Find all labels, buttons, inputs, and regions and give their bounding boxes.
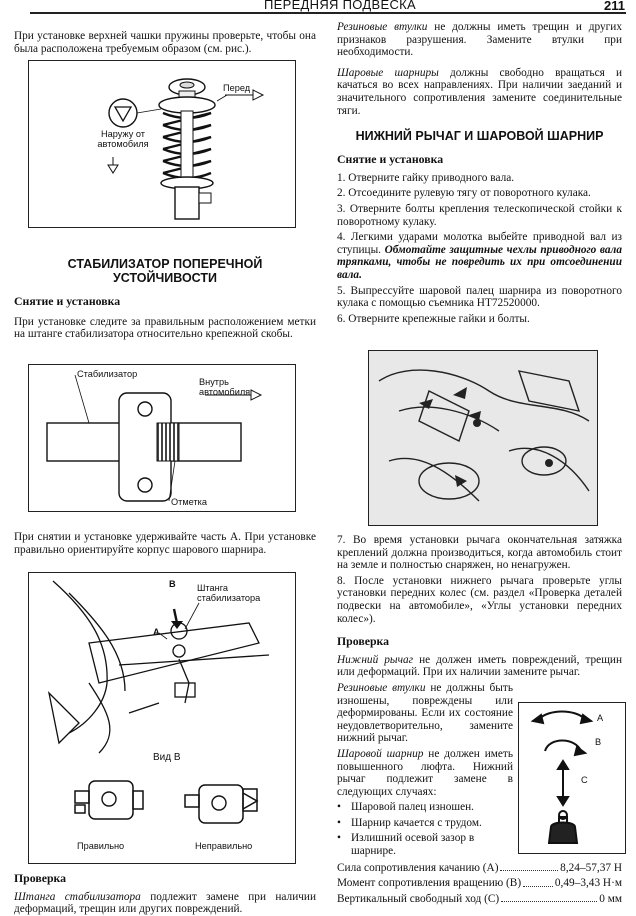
joints-text: должны свободно вращаться и качаться во всех направлениях. При наличии заеданий и значительного сопротивления замените соединительные тяги.: [337, 66, 622, 117]
spec-row: Вертикальный свободный ход (C) 0 мм: [337, 892, 622, 905]
bullet-1: • Шаровой палец изношен.: [337, 801, 474, 814]
label-b-rotation: B: [595, 737, 602, 747]
stabilizer-check-text: подлежит замене при наличии деформаций, трещин или других повреждений.: [14, 890, 317, 916]
bullet-list: [337, 801, 513, 857]
stabilizer-bracket-figure: [28, 364, 296, 512]
spec-row: Сила сопротивления качанию (A) 8,24–57,37 Н: [337, 861, 622, 874]
mark-label: Отметка: [171, 497, 208, 507]
section-title: ПЕРЕДНЯЯ ПОДВЕСКА: [258, 0, 422, 12]
lower-arm-photo: [368, 350, 598, 526]
ball-term: Шаровой шарнир: [337, 747, 424, 760]
label-c-vertical: C: [581, 775, 588, 785]
stabilizer-section-title: СТАБИЛИЗАТОР ПОПЕРЕЧНОЙ УСТОЙЧИВОСТИ: [67, 257, 263, 285]
ball-joint-figure: [518, 702, 626, 854]
rod-label: Штанга стабилизатора: [197, 583, 261, 603]
stabilizer-link-drawing: [29, 573, 295, 863]
bullet-2: • Шарнир качается с трудом.: [337, 816, 482, 829]
step-4-warning: Обмотайте защитные чехлы приводного вала тряпками, чтобы не повредить их при отсоединении вала.: [337, 243, 622, 281]
step-4: 4. Легкими ударами молотка выбейте приводной вал из ступицы.: [337, 231, 622, 256]
spec-list: [337, 862, 622, 906]
right-column-top: [337, 21, 622, 325]
check-narrow-block: [337, 682, 513, 858]
left-hold-text: [14, 531, 316, 556]
step-2: 2. Отсоедините рулевую тягу от поворотного кулака.: [337, 187, 591, 200]
label-b: B: [169, 579, 176, 589]
rubber-term: Резиновые втулки: [337, 681, 426, 694]
stabilizer-removal-title: Снятие и установка: [14, 294, 121, 308]
step-7: 7. Во время установки рычага окончательная затяжка креплений должна производиться, когда автомобиль стоит на земле и полностью снаряжен, но ненагружен.: [337, 534, 622, 572]
arm-text: не должен иметь повреждений, трещин или деформаций. При их наличии замените рычаг.: [337, 653, 622, 679]
label-a: A: [153, 627, 160, 637]
spec-row: Момент сопротивления вращению (B) 0,49–3,43 Н·м: [337, 877, 622, 890]
ball-text: не должен иметь повышенного люфта. Нижний рычаг подлежит замене в следующих случаях:: [337, 747, 513, 798]
removal-steps: [337, 172, 622, 326]
stabilizer-rod-term: Штанга стабилизатора: [14, 890, 141, 903]
left-stabilizer-section: [14, 257, 316, 341]
stabilizer-removal-text: При установке следите за правильным расположением метки на штанге стабилизатора относительно крепежной скобы.: [14, 315, 316, 341]
strut-spring-figure: [28, 60, 296, 228]
header-rule: [30, 12, 626, 14]
bullet-3: • Излишний осевой зазор в шарнире.: [337, 832, 475, 858]
arm-term: Нижний рычаг: [337, 653, 414, 666]
left-intro: [14, 30, 316, 55]
step-6: 6. Отверните крепежные гайки и болты.: [337, 312, 530, 325]
lower-arm-section-title: НИЖНИЙ РЫЧАГ И ШАРОВОЙ ШАРНИР: [355, 129, 604, 144]
step-3: 3. Отверните болты крепления телескопической стойки к поворотному кулаку.: [337, 202, 622, 228]
step-1: 1. Отверните гайку приводного вала.: [337, 171, 515, 184]
rubber-text: не должны быть изношены, повреждены или деформированы. Если их состояние неудовлетворительно, замените нижний рычаг.: [337, 681, 513, 745]
ball-joint-drawing: [519, 703, 625, 853]
lower-arm-check-title: Проверка: [337, 634, 390, 649]
bushings-text: не должны иметь трещин и других признаков разрушения. Замените втулки при необходимости.: [337, 21, 622, 59]
stabilizer-link-figure: [28, 572, 296, 864]
left-check-section: [14, 872, 316, 916]
lower-arm-removal-title: Снятие и установка: [337, 152, 444, 167]
joints-term: Шаровые шарниры: [337, 66, 439, 79]
outward-label: Наружу от автомобиля: [97, 129, 149, 149]
hold-paragraph: При снятии и установке удерживайте часть A. При установке правильно ориентируйте корпус шарового шарнира.: [14, 531, 316, 556]
correct-label: Правильно: [77, 841, 125, 851]
intro-paragraph: При установке верхней чашки пружины проверьте, чтобы она была расположена требуемым образом (см. рис.).: [14, 30, 316, 55]
step-5: 5. Выпрессуйте шаровой палец шарнира из поворотного кулака с помощью съемника HT72520000.: [337, 284, 622, 310]
page-number: 211: [604, 0, 625, 13]
label-a-torque: A: [597, 713, 604, 723]
inward-label: Внутрь автомобиля: [199, 377, 251, 397]
stabilizer-label: Стабилизатор: [77, 369, 138, 379]
lower-arm-photo-drawing: [369, 351, 597, 525]
stabilizer-check-title: Проверка: [14, 871, 67, 885]
strut-spring-drawing: [29, 61, 295, 227]
bushings-term: Резиновые втулки: [337, 21, 428, 33]
wrong-label: Неправильно: [195, 841, 253, 851]
front-label: Перед: [223, 83, 251, 93]
view-b-label: Вид B: [153, 752, 181, 763]
step-8: 8. После установки нижнего рычага проверьте углы установки передних колес (см. раздел «Проверка деталей подвески на автомобиле», «Углы установки передних колес»).: [337, 574, 622, 625]
